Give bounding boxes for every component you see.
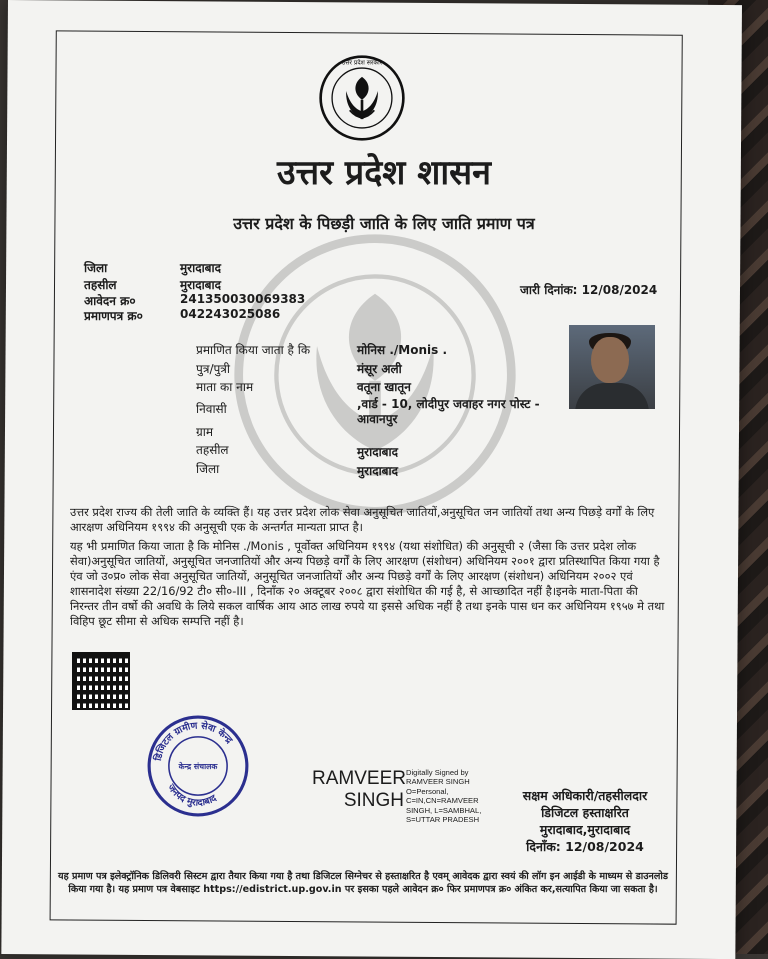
document-title: उत्तर प्रदेश शासन bbox=[276, 153, 491, 193]
application-no-value: 241350030069383 bbox=[180, 292, 306, 306]
field-value-name: मोनिस ./Monis . bbox=[357, 343, 448, 357]
field-value-tehsil: मुरादाबाद bbox=[357, 445, 399, 459]
certificate-paragraph-2: यह भी प्रमाणित किया जाता है कि मोनिस ./Monis , पूर्वोक्त अधिनियम १९९४ (यथा संशोधित) की अनुसूची २ (जैसा कि उत्तर प्रदेश लोक सेवा)अनुसूचित जातियों, अनुसूचित जनजातियों और अन्य पिछड़े वर्गों के लिए आरक्षण (संशोधन) अधिनियम २००१ द्वारा प्रतिस्थापित किया गया है एंव जो उ०प्र० लोक सेवा अनुसूचित जातियों, अनुसूचित जनजातियों और अन्य पिछड़े वर्गों के लिए आरक्षण (संशोधन) अधिनियम २००२ एवं शासनादेश संख्या 22/16/92 टी० सी०-III , दिनाँक २० अक्टूबर २००८ द्वारा संशोधित की गई है, से आच्छादित नहीं है।इनके माता-पिता की निरन्तर तीन वर्षो की अवधि के लिये सकल वार्षिक आय आठ लाख रुपये या इससे अधिक नहीं है तथा इनके पास धन कर अधिनियम १९५७ मे तथा विहिप छूट सीमा से अधिक सम्पत्ति नहीं है। bbox=[70, 539, 665, 628]
signer-name bbox=[312, 768, 404, 812]
officer-location: मुरादाबाद,मुरादाबाद bbox=[539, 822, 631, 837]
emblem-caption: उत्तर प्रदेश सरकार bbox=[341, 59, 383, 67]
footer-note: यह प्रमाण पत्र इलेक्ट्रॉनिक डिलिवरी सिस्टम द्वारा तैयार किया गया है तथा डिजिटल सिग्नेचर से हस्ताक्षरित है एवम् आवेदक द्वारा स्वयं की लॉग इन आईडी के माध्यम से डाउनलोड किया गया है। यह प्रमाण पत्र वेबसाइट https://edistrict.up.gov.in पर इसका पहले आवेदन क्र० फिर प्रमाणपत्र क्र० अंकित कर,सत्यापित किया जा सकता है। bbox=[58, 871, 668, 895]
application-no-label: आवेदन क्र० bbox=[84, 294, 136, 308]
rubber-stamp-seal bbox=[146, 714, 250, 818]
officer-date: दिनाँक: 12/08/2024 bbox=[526, 839, 644, 854]
field-value-mother: वतूना खातून bbox=[357, 380, 411, 394]
district-value: मुरादाबाद bbox=[180, 261, 222, 275]
officer-digital-signed: डिजिटल हस्ताक्षरित bbox=[541, 805, 629, 820]
officer-title: सक्षम अधिकारी/तहसीलदार bbox=[522, 788, 648, 803]
svg-text:डिजिटल ग्रामीण सेवा केन्द्र bbox=[152, 719, 235, 762]
seal-outer-text: डिजिटल ग्रामीण सेवा केन्द्र bbox=[152, 720, 235, 762]
field-label-resident: निवासी bbox=[196, 402, 227, 416]
applicant-photo bbox=[569, 325, 655, 409]
signer-name-line1: RAMVEER bbox=[312, 768, 406, 789]
field-value-address-line2: आवानपुर bbox=[357, 412, 398, 426]
signer-name-line2: SINGH bbox=[343, 790, 404, 811]
certificate-paragraph-1: उत्तर प्रदेश राज्य की तेली जाति के व्यक्ति हैं। यह उत्तर प्रदेश लोक सेवा अनुसूचित जातियों,अनुसूचित जन जातियों तथा अन्य पिछड़े वर्गों के लिए आरक्षण अधिनियम १९९४ की अनुसूची एक के अन्तर्गत मान्यता प्राप्त है। bbox=[70, 505, 655, 534]
field-label-parent: पुत्र/पुत्री bbox=[196, 362, 231, 376]
issue-date bbox=[520, 281, 657, 298]
district-label: जिला bbox=[84, 261, 108, 275]
tehsil-value: मुरादाबाद bbox=[180, 278, 222, 292]
field-label-village: ग्राम bbox=[196, 425, 214, 439]
seal-inner-text: केन्द्र संचालक bbox=[178, 762, 218, 772]
qr-code bbox=[72, 652, 130, 710]
seal-bottom-text: जनपद मुरादाबाद bbox=[165, 782, 219, 809]
field-value-address: ,वार्ड - 10, लोदीपुर जवाहर नगर पोस्ट - bbox=[357, 397, 540, 411]
certificate-no-value: 042243025086 bbox=[180, 307, 281, 321]
digital-signature-details: Digitally Signed by RAMVEER SINGH O=Personal, C=IN,CN=RAMVEER SINGH, L=SAMBHAL, S=UTTAR PRADESH bbox=[406, 768, 482, 825]
issue-date-value: 12/08/2024 bbox=[581, 283, 658, 297]
field-label-mother: माता का नाम bbox=[196, 380, 254, 394]
field-label-district: जिला bbox=[196, 462, 220, 476]
field-label-tehsil: तहसील bbox=[196, 443, 229, 457]
document-subtitle: उत्तर प्रदेश के पिछड़ी जाति के लिए जाति प्रमाण पत्र bbox=[233, 214, 535, 233]
up-government-emblem bbox=[318, 54, 406, 142]
field-value-district: मुरादाबाद bbox=[357, 464, 399, 478]
field-label-certified: प्रमाणित किया जाता है कि bbox=[196, 343, 311, 357]
tehsil-label: तहसील bbox=[84, 278, 117, 292]
issue-date-label: जारी दिनांक: bbox=[520, 283, 578, 297]
field-value-father: मंसूर अली bbox=[357, 362, 402, 376]
certificate-no-label: प्रमाणपत्र क्र० bbox=[84, 309, 143, 323]
